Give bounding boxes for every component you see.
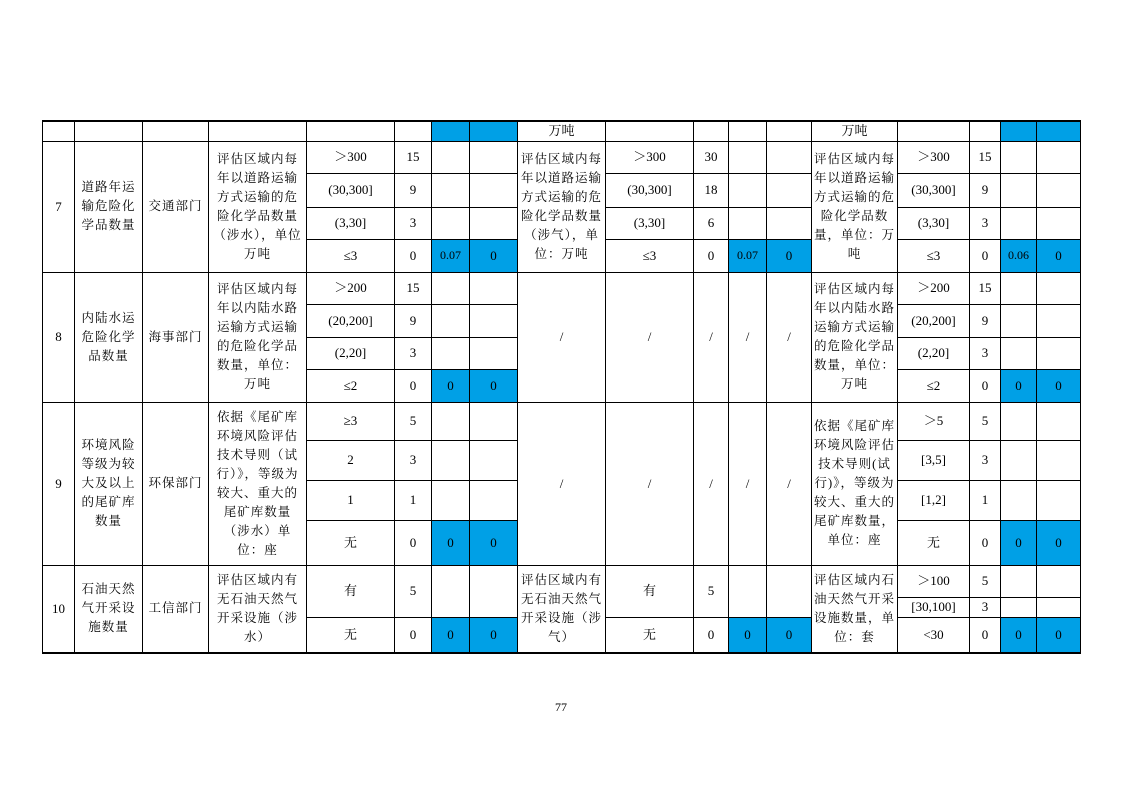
description-land: 评估区域内每年以内陆水路运输方式运输的危险化学品数量，单位：万吨 <box>812 272 898 402</box>
range-cell: [1,2] <box>898 480 970 520</box>
score-cell: 30 <box>694 141 729 173</box>
not-applicable: / <box>606 402 694 565</box>
value-cell: 0 <box>432 369 470 402</box>
range-cell: 无 <box>606 617 694 653</box>
score-cell: 3 <box>970 440 1001 480</box>
department: 交通部门 <box>143 141 209 272</box>
range-cell: ＞200 <box>307 272 395 304</box>
score-cell: 3 <box>395 440 432 480</box>
range-cell: ≥3 <box>307 402 395 440</box>
range-cell: (3,30] <box>898 207 970 239</box>
score-cell: 5 <box>970 565 1001 597</box>
score-cell: 5 <box>395 402 432 440</box>
row-number: 10 <box>43 565 75 653</box>
value-cell: 0 <box>432 520 470 565</box>
value-cell: 0 <box>470 520 518 565</box>
score-cell: 6 <box>694 207 729 239</box>
range-cell: (30,300] <box>606 173 694 207</box>
score-cell: 0 <box>694 239 729 272</box>
range-cell: (20,200] <box>898 304 970 337</box>
continuation-row <box>43 121 1081 141</box>
value-cell: 0 <box>470 369 518 402</box>
value-cell: 0.07 <box>729 239 767 272</box>
value-cell: 0 <box>1037 369 1081 402</box>
score-cell: 0 <box>970 617 1001 653</box>
value-cell: 0 <box>767 239 812 272</box>
score-cell: 0 <box>395 369 432 402</box>
range-cell: ≤2 <box>307 369 395 402</box>
description-air: 评估区域内有无石油天然气开采设施（涉气） <box>518 565 606 653</box>
score-cell: 0 <box>395 239 432 272</box>
not-applicable: / <box>767 272 812 402</box>
row-number: 9 <box>43 402 75 565</box>
value-cell: 0 <box>767 617 812 653</box>
score-cell: 9 <box>395 173 432 207</box>
table-row <box>43 141 1081 173</box>
highlight-cell <box>1001 121 1037 141</box>
score-cell: 9 <box>970 304 1001 337</box>
value-cell: 0 <box>1037 617 1081 653</box>
score-cell: 18 <box>694 173 729 207</box>
score-cell: 3 <box>970 207 1001 239</box>
value-cell: 0 <box>1001 617 1037 653</box>
score-cell: 0 <box>395 617 432 653</box>
not-applicable: / <box>729 272 767 402</box>
not-applicable: / <box>694 272 729 402</box>
not-applicable: / <box>518 402 606 565</box>
highlight-cell <box>470 121 518 141</box>
range-cell: 有 <box>307 565 395 617</box>
table-row <box>43 402 1081 440</box>
score-cell: 5 <box>694 565 729 617</box>
score-cell: 0 <box>395 520 432 565</box>
value-cell: 0 <box>470 239 518 272</box>
range-cell: 无 <box>307 520 395 565</box>
range-cell: ＞100 <box>898 565 970 597</box>
description-land: 评估区域内石油天然气开采设施数量，单位：套 <box>812 565 898 653</box>
range-cell: 1 <box>307 480 395 520</box>
score-cell: 3 <box>395 207 432 239</box>
score-cell: 15 <box>395 272 432 304</box>
score-cell: 1 <box>395 480 432 520</box>
score-cell: 1 <box>970 480 1001 520</box>
range-cell: [3,5] <box>898 440 970 480</box>
range-cell: ＞200 <box>898 272 970 304</box>
score-cell: 15 <box>970 272 1001 304</box>
highlight-cell <box>432 121 470 141</box>
highlight-cell <box>1037 121 1081 141</box>
description-water: 依据《尾矿库环境风险评估技术导则（试行）》，等级为较大、重大的尾矿库数量（涉水）单位：座 <box>209 402 307 565</box>
description-air: 评估区域内每年以道路运输方式运输的危险化学品数量（涉气），单位：万吨 <box>518 141 606 272</box>
range-cell: (30,300] <box>898 173 970 207</box>
not-applicable: / <box>767 402 812 565</box>
value-cell: 0 <box>1001 520 1037 565</box>
range-cell: (20,200] <box>307 304 395 337</box>
department: 环保部门 <box>143 402 209 565</box>
row-number: 7 <box>43 141 75 272</box>
not-applicable: / <box>606 272 694 402</box>
row-number: 8 <box>43 272 75 402</box>
range-cell: ≤3 <box>307 239 395 272</box>
value-cell: 0 <box>470 617 518 653</box>
score-cell: 3 <box>970 597 1001 617</box>
not-applicable: / <box>694 402 729 565</box>
score-cell: 15 <box>395 141 432 173</box>
range-cell: (3,30] <box>307 207 395 239</box>
indicator-name: 石油天然气开采设施数量 <box>75 565 143 653</box>
indicator-table <box>42 120 1081 654</box>
range-cell: (30,300] <box>307 173 395 207</box>
description-water: 评估区域内有无石油天然气开采设施（涉水） <box>209 565 307 653</box>
range-cell: ＞300 <box>307 141 395 173</box>
value-cell: 0 <box>1037 520 1081 565</box>
score-cell: 0 <box>694 617 729 653</box>
score-cell: 3 <box>395 337 432 369</box>
value-cell: 0.06 <box>1001 239 1037 272</box>
value-cell: 0 <box>1037 239 1081 272</box>
range-cell: ≤3 <box>606 239 694 272</box>
range-cell: ≤2 <box>898 369 970 402</box>
score-cell: 3 <box>970 337 1001 369</box>
range-cell: (2,20] <box>307 337 395 369</box>
unit-cell: 万吨 <box>812 121 898 141</box>
department: 工信部门 <box>143 565 209 653</box>
value-cell: 0 <box>729 617 767 653</box>
range-cell: (3,30] <box>606 207 694 239</box>
not-applicable: / <box>729 402 767 565</box>
range-cell: 2 <box>307 440 395 480</box>
range-cell: ＞5 <box>898 402 970 440</box>
value-cell: 0 <box>432 617 470 653</box>
score-cell: 0 <box>970 239 1001 272</box>
unit-cell: 万吨 <box>518 121 606 141</box>
range-cell: (2,20] <box>898 337 970 369</box>
score-cell: 5 <box>970 402 1001 440</box>
page-number: 77 <box>555 700 567 714</box>
indicator-name: 环境风险等级为较大及以上的尾矿库数量 <box>75 402 143 565</box>
range-cell: ＞300 <box>606 141 694 173</box>
table-row <box>43 565 1081 597</box>
description-land: 依据《尾矿库环境风险评估技术导则(试行)》，等级为较大、重大的尾矿库数量，单位：座 <box>812 402 898 565</box>
range-cell: <30 <box>898 617 970 653</box>
indicator-name: 内陆水运危险化学品数量 <box>75 272 143 402</box>
score-cell: 0 <box>970 369 1001 402</box>
department: 海事部门 <box>143 272 209 402</box>
not-applicable: / <box>518 272 606 402</box>
range-cell: [30,100] <box>898 597 970 617</box>
score-cell: 15 <box>970 141 1001 173</box>
value-cell: 0.07 <box>432 239 470 272</box>
table-row <box>43 272 1081 304</box>
score-cell: 0 <box>970 520 1001 565</box>
range-cell: 无 <box>307 617 395 653</box>
indicator-name: 道路年运输危险化学品数量 <box>75 141 143 272</box>
description-land: 评估区域内每年以道路运输方式运输的危险化学品数量，单位：万吨 <box>812 141 898 272</box>
score-cell: 5 <box>395 565 432 617</box>
range-cell: 无 <box>898 520 970 565</box>
score-cell: 9 <box>970 173 1001 207</box>
score-cell: 9 <box>395 304 432 337</box>
description-water: 评估区域内每年以道路运输方式运输的危险化学品数量（涉水），单位万吨 <box>209 141 307 272</box>
value-cell: 0 <box>1001 369 1037 402</box>
range-cell: 有 <box>606 565 694 617</box>
range-cell: ＞300 <box>898 141 970 173</box>
range-cell: ≤3 <box>898 239 970 272</box>
description-water: 评估区域内每年以内陆水路运输方式运输的危险化学品数量，单位：万吨 <box>209 272 307 402</box>
